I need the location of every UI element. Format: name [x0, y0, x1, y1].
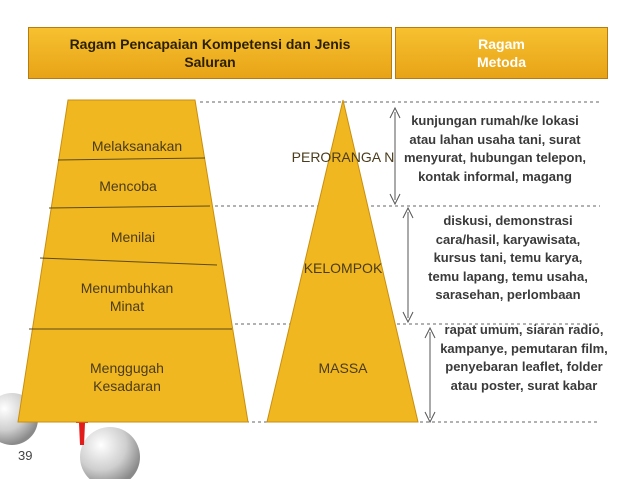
channel-level-group: KELOMPOK: [303, 260, 383, 276]
header-method-text: Ragam Metoda: [477, 36, 526, 70]
competency-level-3: Menilai: [110, 229, 156, 245]
page-number: 39: [18, 448, 33, 463]
competency-level-4: Menumbuhkan Minat: [80, 280, 174, 314]
channel-level-individual: PERORANGA N: [291, 149, 395, 165]
arrow-mass: [425, 328, 435, 422]
competency-level-5: Menggugah Kesadaran: [90, 360, 164, 394]
method-group-text: diskusi, demonstrasi cara/hasil, karyawisata, kursus tani, temu karya, temu lapang, temu usaha, sarasehan, perlombaan: [428, 213, 588, 302]
method-individual-text: kunjungan rumah/ke lokasi atau lahan usaha tani, surat menyurat, hubungan telepon, kontak informal, magang: [403, 113, 586, 184]
channel-level-mass: MASSA: [318, 360, 368, 376]
method-mass-text: rapat umum, siaran radio, kampanye, pemutaran film, penyebaran leaflet, folder atau poster, surat kabar: [440, 322, 608, 393]
competency-level-1: Melaksanakan: [91, 138, 183, 154]
competency-level-2: Mencoba: [99, 178, 157, 194]
arrow-group: [403, 208, 413, 322]
header-competency-text: Ragam Pencapaian Kompetensi dan Jenis Saluran: [69, 36, 351, 70]
